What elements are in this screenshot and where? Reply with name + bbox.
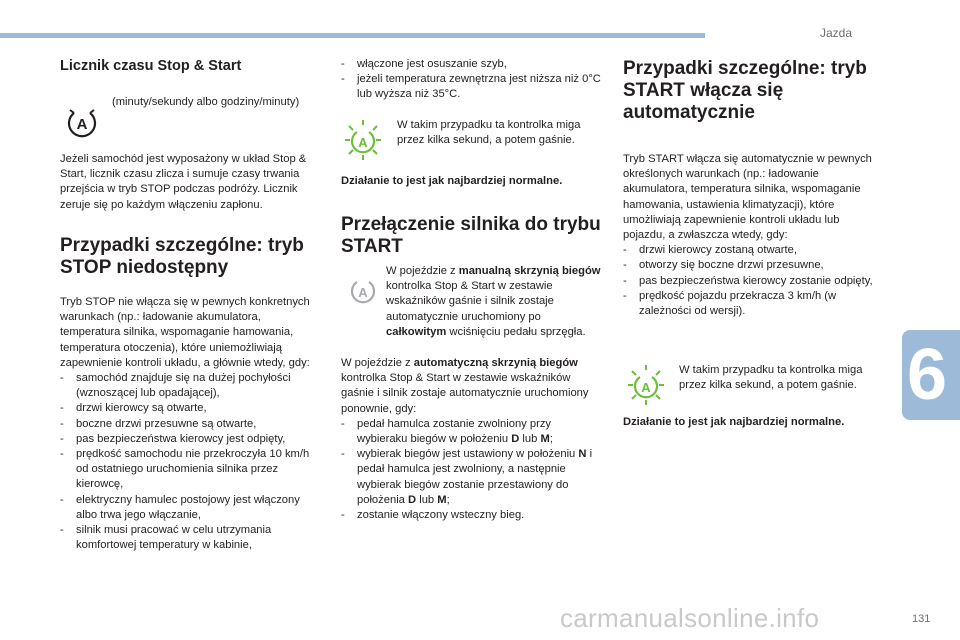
stop-start-timer-icon — [60, 100, 104, 144]
list-item: - elektryczny hamulec postojowy jest włączony albo trwa jego włączanie, — [60, 493, 322, 523]
auto-text: W pojeździe z automatyczną skrzynią biegów kontrolka Stop & Start w zestawie wskaźników gaśnie i silnik zostaje automatycznie uruchomiony ponownie, gdy: — [341, 357, 589, 415]
list-item: - wybierak biegów jest ustawiony w położeniu N i pedał hamulca jest zwolniony, a następnie wybierak biegów zostanie przestawiony do położenia D lub M; — [341, 447, 603, 508]
right-blink-col — [679, 363, 889, 393]
normal-note: Działanie to jest jak najbardziej normalne. — [341, 175, 563, 187]
list-item: - zostanie włączony wsteczny bieg. — [341, 508, 603, 523]
switch-heading-col — [341, 214, 603, 258]
stop-start-off-icon — [341, 268, 385, 312]
list-item: - pas bezpieczeństwa kierowcy zostanie odpięty, — [623, 274, 878, 289]
list-item: - jeżeli temperatura zewnętrzna jest niższa niż 0°C lub wyższa niż 35°C. — [341, 72, 603, 102]
manual-text: W pojeździe z manualną skrzynią biegów kontrolka Stop & Start w zestawie wskaźników gaśnie i silnik zostaje automatycznie uruchomiony po całkowitym wciśnięciu pedału sprzęgła. — [386, 265, 601, 338]
list-item: - drzwi kierowcy są otwarte, — [60, 401, 322, 416]
list-item: - samochód znajduje się na dużej pochyłości (wznoszącej lub opadającej), — [60, 371, 322, 401]
stop-intro: Tryb STOP nie włącza się w pewnych konkretnych warunkach (np.: ładowanie akumulatora, temperatura silnika, wspomaganie hamowania, temperatura otoczenia), które uniemożliwiają zapewnienie kontroli układu, a głównie wtedy, gdy: — [60, 296, 310, 369]
svg-text:A: A — [358, 135, 368, 150]
svg-text:A: A — [358, 285, 368, 300]
blink-note-col — [397, 118, 597, 148]
chapter-tab — [902, 330, 960, 420]
timer-heading: Licznik czasu Stop & Start — [60, 58, 242, 74]
list-item: - prędkość samochodu nie przekroczyła 10 km/h od ostatniego uruchomienia silnika przez kierowcę, — [60, 447, 322, 493]
blink-note: W takim przypadku ta kontrolka miga przez kilka sekund, a potem gaśnie. — [679, 364, 863, 392]
timer-text-col — [60, 152, 320, 213]
list-item: - włączone jest osuszanie szyb, — [341, 57, 603, 72]
blink-note: W takim przypadku ta kontrolka miga przez kilka sekund, a potem gaśnie. — [397, 119, 581, 147]
manual-col — [386, 264, 602, 340]
list-item: - pas bezpieczeństwa kierowcy jest odpięty, — [60, 432, 322, 447]
normal-note: Działanie to jest jak najbardziej normalne. — [623, 416, 845, 428]
list-item: - pedał hamulca zostanie zwolniony przy wybieraku biegów w położeniu D lub M; — [341, 417, 603, 447]
right-normal-col — [623, 415, 885, 430]
stop-list — [60, 371, 322, 553]
page-number: 131 — [912, 613, 931, 625]
stop-section — [60, 235, 322, 553]
switch-heading: Przełączenie silnika do trybu START — [341, 214, 601, 257]
cont-list — [341, 57, 603, 103]
list-item: - drzwi kierowcy zostaną otwarte, — [623, 243, 878, 258]
list-item: - boczne drzwi przesuwne są otwarte, — [60, 417, 322, 432]
normal-note-col — [341, 174, 603, 189]
stop-start-blinking-icon — [624, 363, 668, 407]
list-item: - otworzy się boczne drzwi przesuwne, — [623, 258, 878, 273]
header-bar — [0, 33, 705, 38]
stop-start-blinking-icon — [341, 118, 385, 162]
section-title: Jazda — [820, 26, 853, 40]
start-list — [623, 243, 878, 319]
chapter-number: 6 — [906, 335, 948, 415]
list-item: - silnik musi pracować w celu utrzymania komfortowej temperatury w kabinie, — [60, 523, 322, 553]
timer-format-col — [112, 95, 322, 110]
timer-format: (minuty/sekundy albo godziny/minuty) — [112, 96, 300, 108]
stop-heading: Przypadki szczególne: tryb STOP niedostępny — [60, 235, 304, 278]
left-column — [60, 57, 320, 75]
auto-list — [341, 417, 603, 523]
middle-top — [341, 57, 603, 103]
watermark: carmanualsonline.info — [560, 603, 820, 633]
timer-text: Jeżeli samochód jest wyposażony w układ Stop & Start, licznik czasu zlicza i sumuje czasy trwania przejścia w tryb STOP podczas podróży. Licznik zeruje się po każdym włączeniu zapłonu. — [60, 153, 307, 211]
list-item: - prędkość pojazdu przekracza 3 km/h (w zależności od wersji). — [623, 289, 878, 319]
start-intro: Tryb START włącza się automatycznie w pewnych określonych warunkach (np.: ładowanie akumulatora, temperatura silnika, wspomaganie hamowania, ustawienia klimatyzacji), które umożliwiają zapewnienie kontroli układu lub pojazdu, a zwłaszcza wtedy, gdy: — [623, 153, 872, 242]
right-column — [623, 58, 878, 319]
start-heading: Przypadki szczególne: tryb START włącza się automatycznie — [623, 58, 867, 123]
svg-text:A: A — [76, 116, 88, 133]
auto-col — [341, 356, 603, 523]
svg-text:A: A — [641, 380, 651, 395]
